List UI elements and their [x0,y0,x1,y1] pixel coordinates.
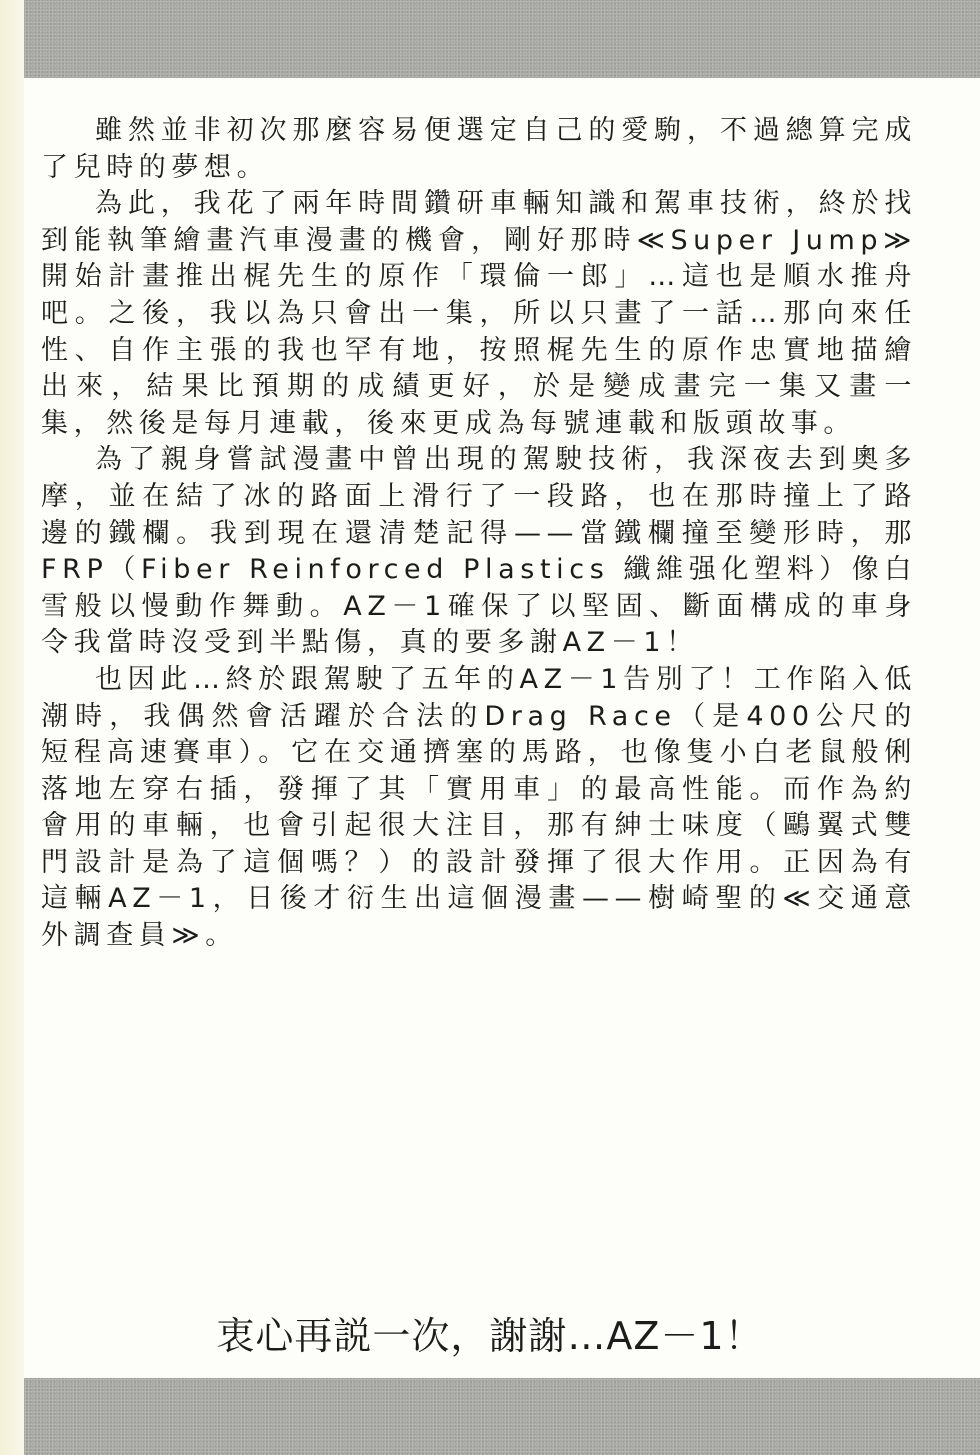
paragraph-4: 也因此…終於跟駕駛了五年的AZ－1告別了！工作陷入低潮時，我偶然會活躍於合法的Drag Race（是400公尺的短程高速賽車）。它在交通擠塞的馬路，也像隻小白老鼠般俐落地左穿右插，發揮了其「實用車」的最高性能。而作為約會用的車輛，也會引起很大注目，那有紳士味度（鷗翼式雙門設計是為了這個嗎？）的設計發揮了很大作用。正因為有這輛AZ－1，日後才衍生出這個漫畫——樹崎聖的≪交通意外調查員≫。 [41,663,917,952]
bottom-screentone-band [24,1378,980,1455]
article-body [41,113,917,955]
paragraph-3: 為了親身嘗試漫畫中曾出現的駕駛技術，我深夜去到奧多摩，並在結了冰的路面上滑行了一段路，也在那時撞上了路邊的鐵欄。我到現在還清楚記得——當鐵欄撞至變形時，那FRP（Fiber Reinforced Plastics 纖維强化塑料）像白雪般以慢動作舞動。AZ－1確保了以堅固、斷面構成的車身令我當時沒受到半點傷，真的要多謝AZ－1！ [41,444,917,659]
page-edge [0,0,24,1455]
paragraph-1: 雖然並非初次那麼容易便選定自己的愛駒，不過總算完成了兒時的夢想。 [41,115,917,183]
top-screentone-band [24,0,980,78]
closing-line: 衷心再説一次，謝謝…AZ－1！ [216,1314,764,1358]
paragraph-2: 為此，我花了兩年時間鑽研車輛知識和駕車技術，終於找到能執筆繪畫汽車漫畫的機會，剛好那時≪Super Jump≫開始計畫推出梶先生的原作「環倫一郎」…這也是順水推舟吧。之後，我以為只會出一集，所以只畫了一話…那向來任性、自作主張的我也罕有地，按照梶先生的原作忠實地描繪出來，結果比預期的成績更好，於是變成畫完一集又畫一集，然後是每月連載，後來更成為每號連載和版頭故事。 [41,188,917,439]
